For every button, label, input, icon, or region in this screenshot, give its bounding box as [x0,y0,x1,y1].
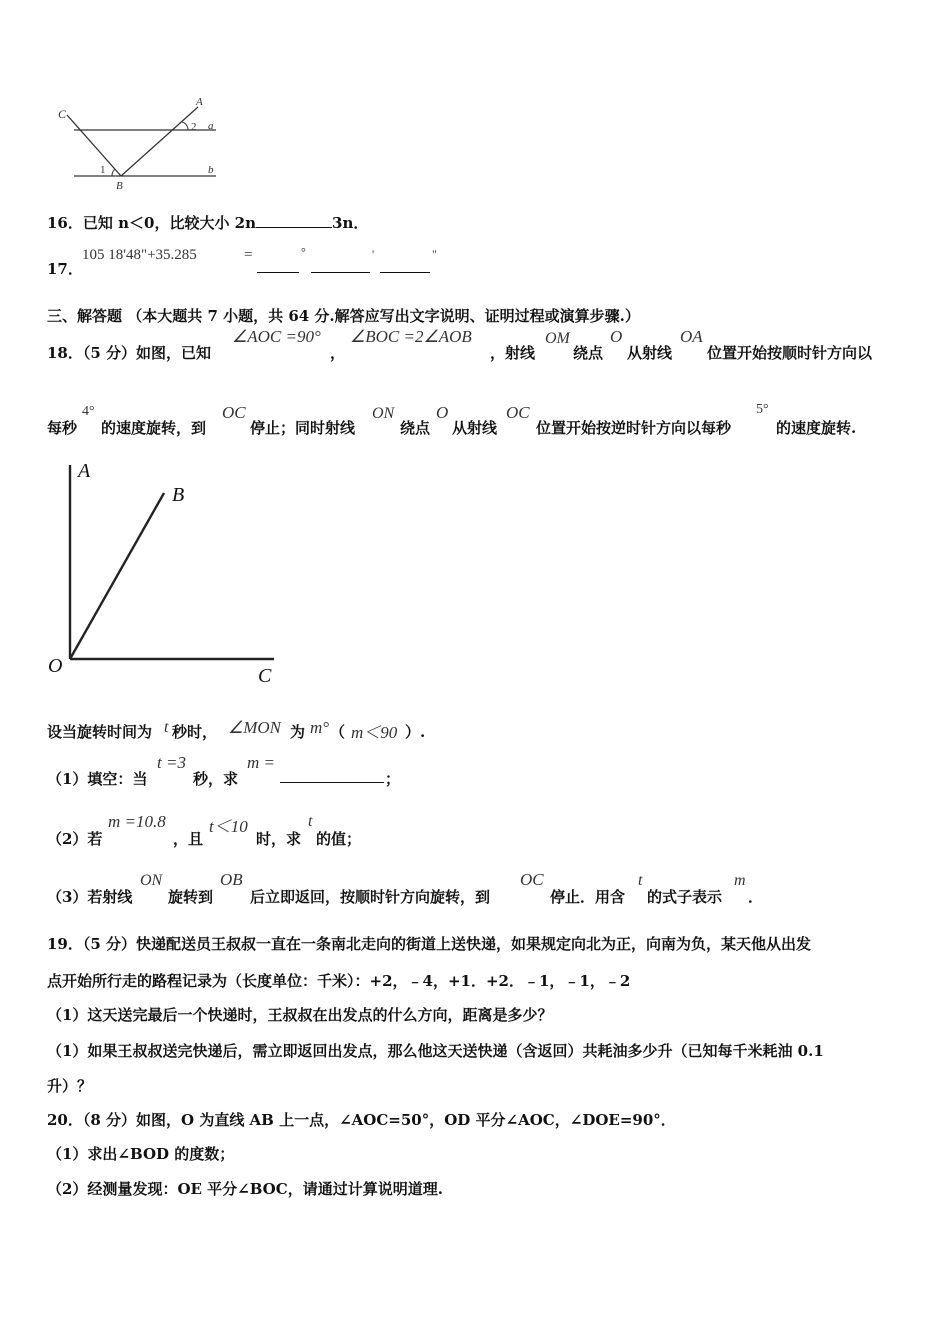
q18-p2-e: 从射线 [452,419,498,437]
q18-oc3: OC [520,870,544,889]
q17-minute-mark: ' [372,247,375,261]
q17-expression: 105 18'48"+35.285 [82,247,197,263]
fig-label-C: C [258,665,272,687]
q18-ob: OB [220,870,243,889]
q18-line3-b: 秒时， [172,723,218,741]
q18-t2: t [308,813,313,830]
q18-p2-g: 的速度旋转. [776,419,857,437]
q18-oc2: OC [506,403,530,422]
q18-mlt: m＜90 [351,723,398,742]
angle-2-arc [182,122,188,130]
label-B: B [116,180,123,192]
q16-tail: 3n． [332,214,369,232]
q18-comma: ， [330,344,346,362]
q18-m1: m° [310,718,330,737]
q17-blank-seconds [380,258,430,273]
q17-equals: = [244,247,253,263]
q18-s1-b: 秒，求 [193,770,239,788]
q18-t1: t [164,719,169,736]
q18-p2-f: 位置开始按逆时针方向以每秒 [536,419,732,437]
q19-line2: 点开始所行走的路程记录为（长度单位：千米）：+2，﹣4，+1．+2．﹣1，﹣1，﹣2 [47,972,631,990]
angle-figure [40,455,290,690]
parallel-lines-figure [50,92,225,192]
q18-line3-d: （ [330,723,346,741]
q19-sub2-cont: 升）？ [47,1077,93,1095]
q20-sub1: （1）求出∠BOD 的度数； [47,1145,235,1163]
q18-s2-b: ，且 [173,830,204,848]
q18-p1-b: ，射线 [490,344,536,362]
q18-deg4: 4° [82,404,95,419]
ray-ob [70,493,164,659]
q18-on2: ON [140,872,163,889]
label-C: C [58,107,67,121]
q18-s1-a: （1）填空：当 [47,770,148,788]
label-angle-2: 2 [191,121,197,133]
section-3-title: 三、解答题 （本大题共 7 小题，共 64 分.解答应写出文字说明、证明过程或演算步骤.） [47,307,640,325]
q18-s2-a: （2）若 [47,830,103,848]
q18-s3-d: 停止．用含 [550,888,626,906]
q18-tlt: t＜10 [209,817,248,836]
fig-label-B: B [172,484,185,506]
line-cb [67,115,121,176]
q18-line3-a: 设当旋转时间为 [47,723,153,741]
q19-sub1: （1）这天送完最后一个快递时，王叔叔在出发点的什么方向，距离是多少？ [47,1006,553,1024]
q18-s3-e: 的式子表示 [647,888,723,906]
label-A: A [196,96,203,108]
q18-s2-d: 的值； [316,830,362,848]
q18-mon: ∠MON [228,718,282,737]
q18-s3-c: 后立即返回，按顺时针方向旋转，到 [250,888,491,906]
q16-text: 16．已知 n＜0，比较大小 2n [47,214,257,232]
q18-meq: m = [247,753,275,772]
q20-line1: 20．（8 分）如图，O 为直线 AB 上一点，∠AOC=50°，OD 平分∠AOC，∠DOE=90°． [47,1111,676,1129]
q18-t4: t [638,872,643,889]
q18-o2: O [436,403,449,422]
q18-om: OM [545,330,570,347]
q17-number: 17． [47,260,83,278]
q18-p2-d: 绕点 [400,419,431,437]
question-16 [47,212,368,233]
label-angle-1: 1 [100,164,106,176]
q18-s3-a: （3）若射线 [47,888,133,906]
q18-m2: m [734,872,746,889]
q18-p1-e: 位置开始按顺时针方向以 [707,344,873,362]
q18-p2-c: 停止；同时射线 [250,419,356,437]
label-b: b [208,164,214,176]
q18-deg5: 5° [756,402,769,417]
q17-blank-degrees [257,258,299,273]
q19-sub2: （1）如果王叔叔送完快递后，需立即返回出发点，那么他这天送快递（含返回）共耗油多少升（已知每千米耗油 0.1 [47,1042,824,1060]
fig-label-A: A [78,460,91,482]
q18-s1-blank [280,768,384,783]
q18-s3-b: 旋转到 [168,888,214,906]
q18-s3-f: ． [748,888,764,906]
q18-s2-c: 时，求 [256,830,302,848]
q18-oa: OA [680,327,703,346]
q19-line1: 19．（5 分）快递配送员王叔叔一直在一条南北走向的街道上送快递，如果规定向北为正，向南为负，某天他从出发 [47,935,812,953]
q18-s1-c: ； [385,770,401,788]
q18-aoc: ∠AOC =90° [232,327,321,346]
q18-boc: ∠BOC =2∠AOB [350,327,472,346]
q16-blank [256,213,332,228]
q17-second-mark: " [432,247,437,261]
q18-p1-a: 18．（5 分）如图，已知 [47,344,212,362]
q18-on1: ON [372,405,395,422]
q18-line3-c: 为 [290,723,306,741]
q20-sub2: （2）经测量发现：OE 平分∠BOC，请通过计算说明道理. [47,1180,443,1198]
q18-oc1: OC [222,403,246,422]
q18-line3-e: ）. [405,723,426,741]
line-ba [121,107,198,176]
angle-1-arc [112,169,115,176]
q18-p2-a: 每秒 [47,419,78,437]
q18-m108: m =10.8 [108,812,166,831]
q17-degree-mark: ° [301,245,306,259]
q18-t3: t =3 [157,753,186,772]
q18-p1-d: 从射线 [627,344,673,362]
q18-p2-b: 的速度旋转，到 [101,419,207,437]
q17-blank-minutes [311,258,370,273]
q18-p1-c: 绕点 [573,344,604,362]
label-a: a [208,120,214,132]
fig-label-O: O [48,655,63,677]
q18-o1: O [610,327,623,346]
